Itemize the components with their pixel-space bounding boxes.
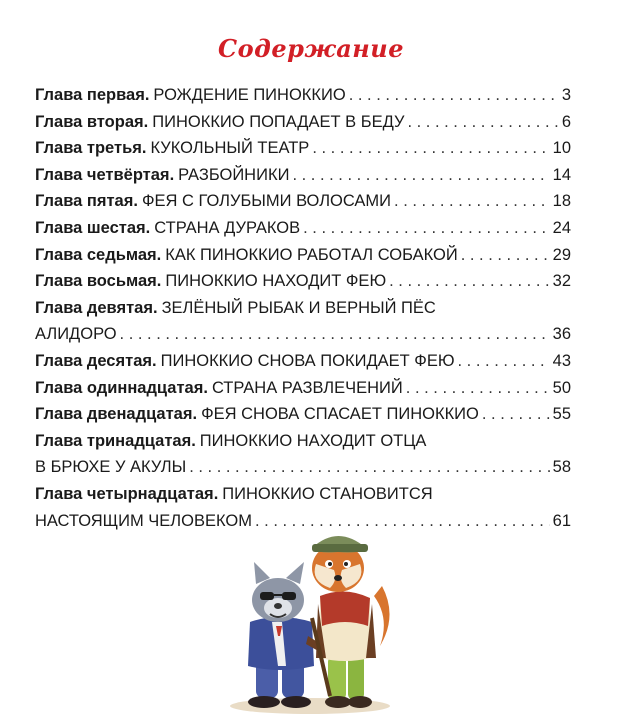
chapter-label: Глава третья — [35, 139, 142, 158]
page-number: 10 — [552, 139, 571, 158]
chapter-title: ФЕЯ СНОВА СПАСАЕТ ПИНОККИО — [201, 405, 479, 424]
dot-leader — [189, 454, 549, 481]
dot-leader — [394, 188, 550, 215]
toc-entry[interactable]: Глава шестая . СТРАНА ДУРАКОВ . . . 24 — [35, 215, 571, 242]
chapter-title: РАЗБОЙНИКИ — [178, 165, 290, 184]
page-number: 50 — [552, 378, 571, 397]
toc-entry[interactable]: Глава десятая . ПИНОККИО СНОВА ПОКИДАЕТ ФЕЮ . . . 43 — [35, 348, 571, 375]
page-number: 43 — [552, 351, 571, 370]
toc-entry[interactable]: Глава девятая . ЗЕЛЁНЫЙ РЫБАК И ВЕРНЫЙ ПЁС — [35, 295, 571, 322]
page-number: 6 — [561, 112, 571, 131]
chapter-title-continuation: НАСТОЯЩИМ ЧЕЛОВЕКОМ — [35, 511, 252, 530]
toc-entry[interactable]: Глава седьмая . КАК ПИНОККИО РАБОТАЛ СОБАКОЙ . . . 29 — [35, 242, 571, 269]
toc-entry[interactable]: Глава восьмая . ПИНОККИО НАХОДИТ ФЕЮ . . . 32 — [35, 268, 571, 295]
chapter-title: ПИНОККИО НАХОДИТ ОТЦА — [199, 431, 427, 450]
page-number: 58 — [552, 458, 571, 477]
chapter-title: РОЖДЕНИЕ ПИНОККИО — [153, 86, 346, 104]
chapter-title: ЗЕЛЁНЫЙ РЫБАК И ВЕРНЫЙ ПЁС — [161, 298, 436, 317]
page-title: Содержание — [218, 34, 404, 63]
chapter-title: ПИНОККИО СНОВА ПОКИДАЕТ ФЕЮ — [160, 351, 455, 370]
page-number: 24 — [552, 218, 571, 237]
chapter-title: КАК ПИНОККИО РАБОТАЛ СОБАКОЙ — [165, 245, 458, 264]
chapter-label: Глава двенадцатая — [35, 405, 193, 424]
toc-entry-continuation[interactable] — [35, 321, 571, 348]
page-number: 36 — [552, 325, 571, 344]
page-number: 55 — [552, 405, 571, 424]
dot-leader — [303, 215, 550, 242]
dot-leader — [292, 162, 549, 189]
page-number: 14 — [552, 165, 571, 184]
chapter-label: Глава вторая — [35, 112, 144, 131]
dot-leader — [482, 401, 550, 428]
chapter-label: Глава девятая — [35, 298, 153, 317]
dot-leader — [349, 82, 559, 109]
toc-entry[interactable]: Глава тринадцатая . ПИНОККИО НАХОДИТ ОТЦА — [35, 428, 571, 455]
chapter-title: ПИНОККИО СТАНОВИТСЯ — [222, 484, 433, 503]
page-number: 61 — [552, 511, 571, 530]
toc-entry-continuation[interactable] — [35, 454, 571, 481]
table-of-contents — [35, 82, 571, 534]
dot-leader — [407, 109, 558, 136]
toc-entry[interactable]: Глава вторая . ПИНОККИО ПОПАДАЕТ В БЕДУ . . . 6 — [35, 109, 571, 136]
chapter-label: Глава шестая — [35, 218, 146, 237]
chapter-title: ФЕЯ С ГОЛУБЫМИ ВОЛОСАМИ — [141, 192, 392, 211]
chapter-label: Глава четырнадцатая — [35, 484, 214, 503]
chapter-label: Глава восьмая — [35, 272, 157, 291]
chapter-label: Глава седьмая — [35, 245, 157, 264]
page-number: 18 — [552, 192, 571, 211]
chapter-label: Глава четвёртая — [35, 165, 170, 184]
page-number: 32 — [552, 272, 571, 291]
page-number: 29 — [552, 245, 571, 264]
cat-figure — [248, 562, 330, 708]
toc-entry[interactable]: Глава первая . РОЖДЕНИЕ ПИНОККИО . . . 3 — [35, 82, 571, 109]
chapter-label: Глава тринадцатая — [35, 431, 192, 450]
dot-leader — [312, 135, 549, 162]
chapter-title: СТРАНА ДУРАКОВ — [154, 218, 301, 237]
fox-and-cat-illustration — [220, 526, 400, 716]
toc-entry[interactable]: Глава третья . КУКОЛЬНЫЙ ТЕАТР . . . 10 — [35, 135, 571, 162]
chapter-title: СТРАНА РАЗВЛЕЧЕНИЙ — [211, 378, 403, 397]
chapter-title-continuation: АЛИДОРО — [35, 325, 117, 344]
chapter-label: Глава десятая — [35, 351, 152, 370]
chapter-title: ПИНОККИО НАХОДИТ ФЕЮ — [165, 272, 387, 291]
chapter-label: Глава одиннадцатая — [35, 378, 204, 397]
toc-entry[interactable]: Глава одиннадцатая . СТРАНА РАЗВЛЕЧЕНИЙ . . . 50 — [35, 375, 571, 402]
fox-figure — [312, 536, 390, 708]
page-number: 3 — [561, 86, 571, 104]
toc-entry[interactable]: Глава пятая . ФЕЯ С ГОЛУБЫМИ ВОЛОСАМИ . . . 18 — [35, 188, 571, 215]
chapter-label: Глава пятая — [35, 192, 134, 211]
toc-entry[interactable]: Глава четвёртая . РАЗБОЙНИКИ . . . 14 — [35, 162, 571, 189]
chapter-title: КУКОЛЬНЫЙ ТЕАТР — [150, 139, 310, 158]
dot-leader — [406, 375, 550, 402]
dot-leader — [389, 268, 550, 295]
dot-leader — [120, 321, 550, 348]
toc-entry[interactable]: Глава двенадцатая . ФЕЯ СНОВА СПАСАЕТ ПИНОККИО . . . 55 — [35, 401, 571, 428]
dot-leader — [458, 348, 550, 375]
chapter-title: ПИНОККИО ПОПАДАЕТ В БЕДУ — [152, 112, 405, 131]
dot-leader — [461, 242, 550, 269]
chapter-label: Глава первая — [35, 86, 145, 104]
toc-entry[interactable]: Глава четырнадцатая . ПИНОККИО СТАНОВИТСЯ — [35, 481, 571, 508]
chapter-title-continuation: В БРЮХЕ У АКУЛЫ — [35, 458, 187, 477]
